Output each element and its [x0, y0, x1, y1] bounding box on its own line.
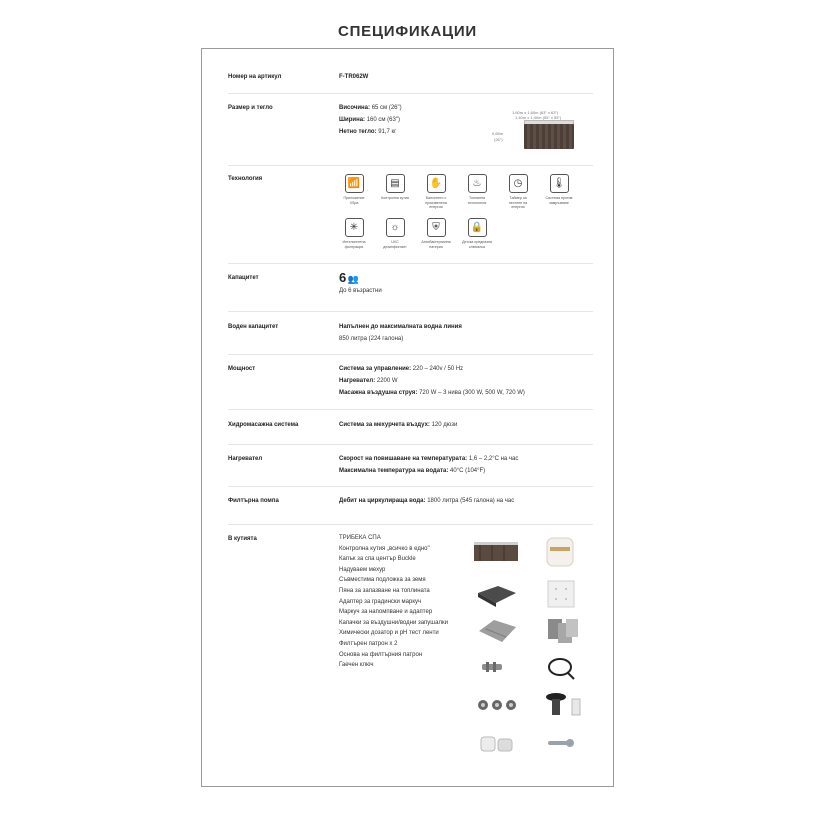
size-values: Височина: 65 см (26") Ширина: 160 см (63") Нетно тегло: 91,7 кг: [339, 105, 402, 135]
anti-freeze-icon: 🌡: [550, 174, 569, 193]
filter-icon: ✳: [345, 218, 364, 237]
control-box-thumb: [544, 535, 576, 569]
control-box-icon: ▤: [386, 174, 405, 193]
tech-caption: Таймер за пестене на енергия: [508, 196, 528, 209]
filter-label: Филтърна помпа: [228, 498, 279, 504]
spec-sheet: [201, 48, 614, 787]
inbox-item: Съвместима подложка за земя: [339, 577, 426, 584]
inbox-item: Маркуч за напомпване и адаптер: [339, 609, 433, 616]
test-strips-thumb: [544, 615, 582, 645]
child-lock-icon: 🔒: [468, 218, 487, 237]
inbox-item: Надуваем мехур: [339, 566, 386, 573]
water-label: Воден капацитет: [228, 324, 279, 330]
tech-caption: Балсенето с произвелена енергия: [425, 196, 447, 209]
inbox-item: Капачки за въздушни/водни запушалки: [339, 619, 448, 626]
tech-item: [539, 174, 579, 205]
tech-caption: UVC дезинфектант: [383, 240, 407, 249]
heater-values: Скорост на повишаване на температурата: 1,6 – 2,2°C на час Максимална температура на водата: 40°C (104°F): [339, 456, 519, 474]
filter-cartridges-thumb: [478, 733, 518, 755]
row-in-box: [228, 525, 593, 787]
inbox-item: Филтърен патрон x 2: [339, 640, 398, 647]
tech-item: [375, 174, 415, 201]
page-title: СПЕЦИФИКАЦИИ: [337, 23, 478, 40]
inbox-list: [339, 535, 448, 673]
wrench-thumb: [546, 735, 576, 751]
size-label: Размер и тегло: [228, 105, 273, 111]
row-technology: [228, 166, 593, 264]
uvc-icon: ☼: [386, 218, 405, 237]
timer-icon: ◷: [509, 174, 528, 193]
inbox-item: Химически дозатор и pH тест ленти: [339, 630, 439, 637]
power-label: Мощност: [228, 366, 256, 372]
inbox-label: В кутията: [228, 536, 257, 542]
row-article: [228, 49, 593, 94]
capacity-text: До 6 възрастни: [339, 288, 382, 294]
power-values: Система за управление: 220 – 240v / 50 Hz Нагревател: 2200 W Масажна въздушна струя: 720 W – 3 нива (300 W, 500 W, 720 W): [339, 366, 525, 396]
inbox-item: Пяна за запазване на топлината: [339, 587, 430, 594]
tech-item: [457, 174, 497, 205]
inbox-item: Контролна кутия „всичко в едно": [339, 545, 430, 552]
people-icon: 👥: [347, 274, 360, 284]
plugs-thumb: [476, 697, 518, 713]
adapter-thumb: [480, 659, 504, 675]
article-value: F-TR062W: [339, 74, 369, 80]
spa-dimension-diagram: 1,60m x 1,60m (63" x 63") 1,40m x 1,40m (55" x 55") 0,65m (26"): [491, 98, 593, 154]
row-capacity: [228, 264, 593, 312]
tech-caption: Интелигентна филтрация: [342, 240, 366, 249]
inbox-item: Капък за спа център Buckle: [339, 556, 416, 563]
hose-thumb: [546, 653, 576, 681]
tech-item: [334, 218, 374, 249]
heater-label: Нагревател: [228, 456, 263, 462]
tech-item: [334, 174, 374, 205]
spa-tub-thumb: [472, 539, 520, 565]
capacity-number: 6: [339, 270, 347, 285]
inbox-item: Адаптер за градински маркуч: [339, 598, 422, 605]
tech-item: [498, 174, 538, 210]
inbox-item: Гаечен ключ: [339, 662, 374, 669]
spa-tub-image: [524, 124, 574, 149]
inbox-item: Основа на филтърния патрон: [339, 651, 423, 658]
technology-label: Технология: [228, 176, 263, 182]
tech-item: [375, 218, 415, 249]
tech-caption: Система против замръзване: [545, 196, 573, 205]
tech-item: [416, 218, 456, 249]
hydro-label: Хидромасажна система: [228, 422, 299, 428]
row-size: [228, 94, 593, 166]
tech-item: [416, 174, 456, 210]
antibacterial-icon: ⛨: [427, 218, 446, 237]
tech-caption: Контролна кутия: [381, 196, 409, 200]
tech-item: [457, 218, 497, 249]
tech-caption: Антибактериална натерия: [421, 240, 451, 249]
tech-caption: Приложение XSpa: [343, 196, 365, 205]
inbox-item: ТРИБЕКА СПА: [339, 535, 381, 541]
bladder-thumb: [476, 617, 520, 645]
capacity-label: Капацитет: [228, 275, 259, 281]
row-water: [228, 312, 593, 355]
water-values: Напълнен до максималната водна линия 850 литра (224 галона): [339, 324, 462, 342]
tech-caption: Топлинна технология: [467, 196, 487, 205]
hand-drain-icon: ✋: [427, 174, 446, 193]
tech-caption: Детска предпазна ключалка: [462, 240, 492, 249]
ground-mat-thumb: [474, 583, 518, 609]
hydro-values: Система за мехурчета въздух: 120 дюзи: [339, 422, 458, 428]
foam-pad-thumb: [546, 579, 576, 609]
row-filter: [228, 487, 593, 525]
row-power: [228, 355, 593, 410]
row-hydro: [228, 410, 593, 445]
capacity-values: [339, 270, 382, 294]
dispenser-thumb: [544, 691, 584, 721]
article-label: Номер на артикул: [228, 74, 282, 80]
wifi-icon: 📶: [345, 174, 364, 193]
filter-values: Дебит на циркулираща вода: 1800 литра (545 галона) на час: [339, 498, 515, 504]
row-heater: [228, 445, 593, 487]
heat-icon: ♨: [468, 174, 487, 193]
